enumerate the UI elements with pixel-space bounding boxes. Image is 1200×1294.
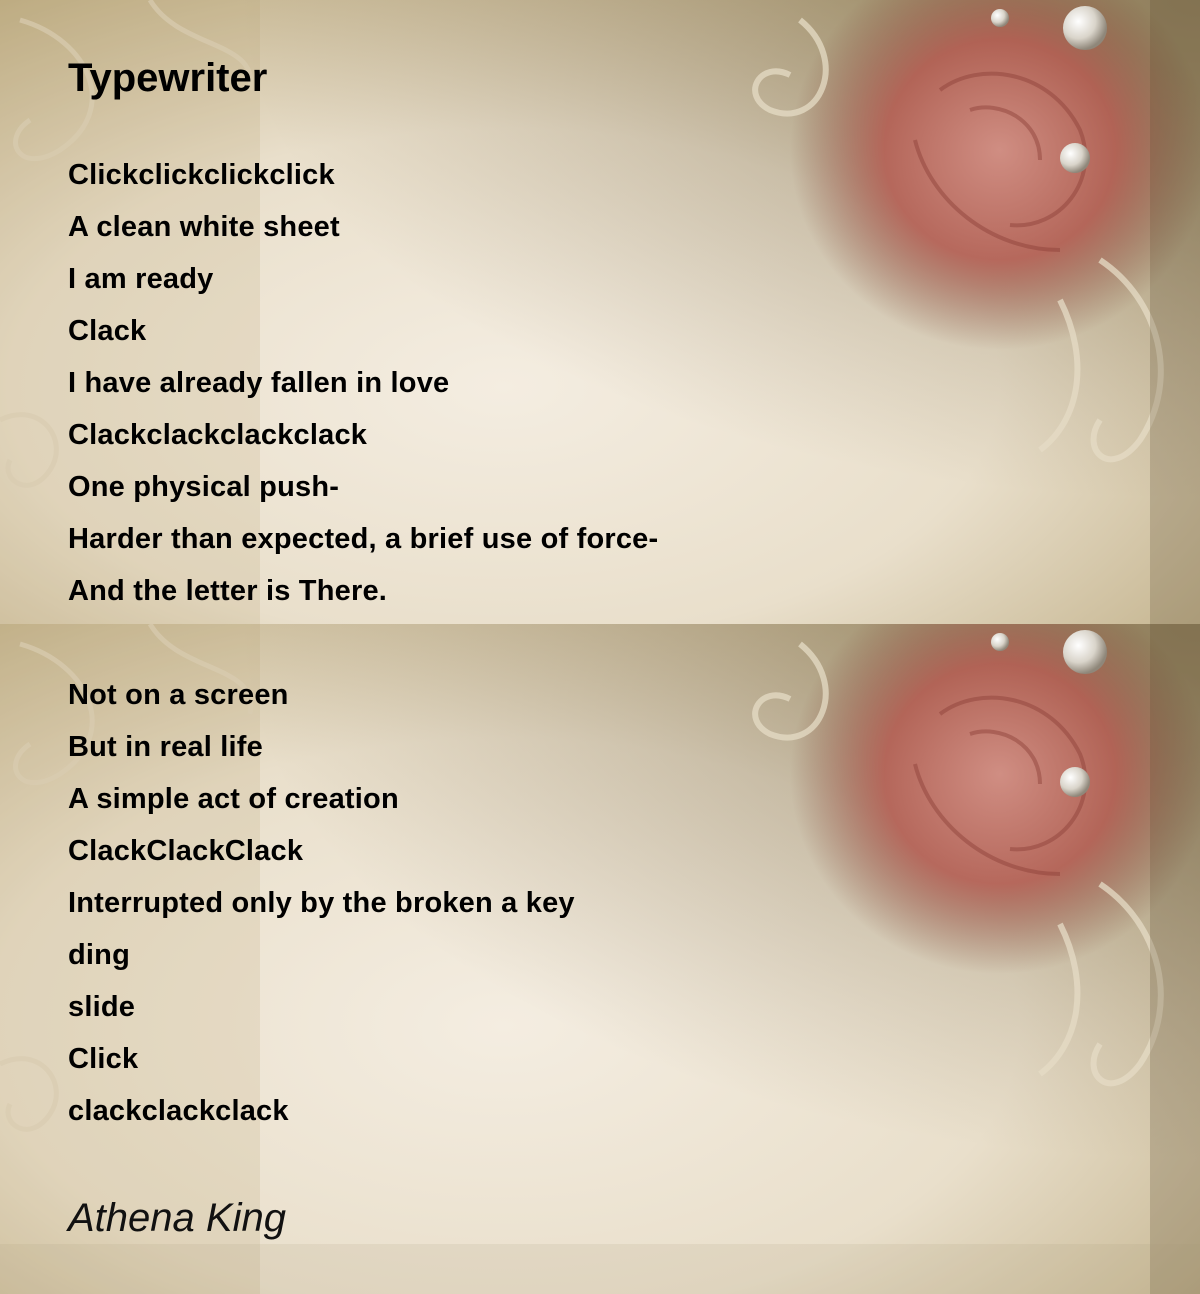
- poem-line: Clack: [68, 315, 147, 347]
- poem-line: clackclackclack: [68, 1095, 289, 1127]
- poem-line: ding: [68, 939, 131, 971]
- poem-title: Typewriter: [68, 56, 268, 100]
- poem-author: Athena King: [68, 1196, 286, 1240]
- poem-line: Harder than expected, a brief use of force-: [68, 523, 659, 555]
- poem-line: Click: [68, 1043, 139, 1075]
- stanza-2: [68, 669, 575, 1137]
- poem-line: ClackClackClack: [68, 835, 304, 867]
- poem-line: Not on a screen: [68, 679, 289, 711]
- poem-line: A simple act of creation: [68, 783, 399, 815]
- poem-line: And the letter is There.: [68, 575, 388, 607]
- poem-line: Interrupted only by the broken a key: [68, 887, 575, 919]
- poem-line: One physical push-: [68, 471, 340, 503]
- poem-line: I have already fallen in love: [68, 367, 450, 399]
- poem-line: A clean white sheet: [68, 211, 340, 243]
- poem-line: I am ready: [68, 263, 214, 295]
- stanza-1: [68, 149, 658, 617]
- poem-line: slide: [68, 991, 136, 1023]
- poem-line: Clickclickclickclick: [68, 159, 335, 191]
- poem-line: Clackclackclackclack: [68, 419, 368, 451]
- poem-line: But in real life: [68, 731, 263, 763]
